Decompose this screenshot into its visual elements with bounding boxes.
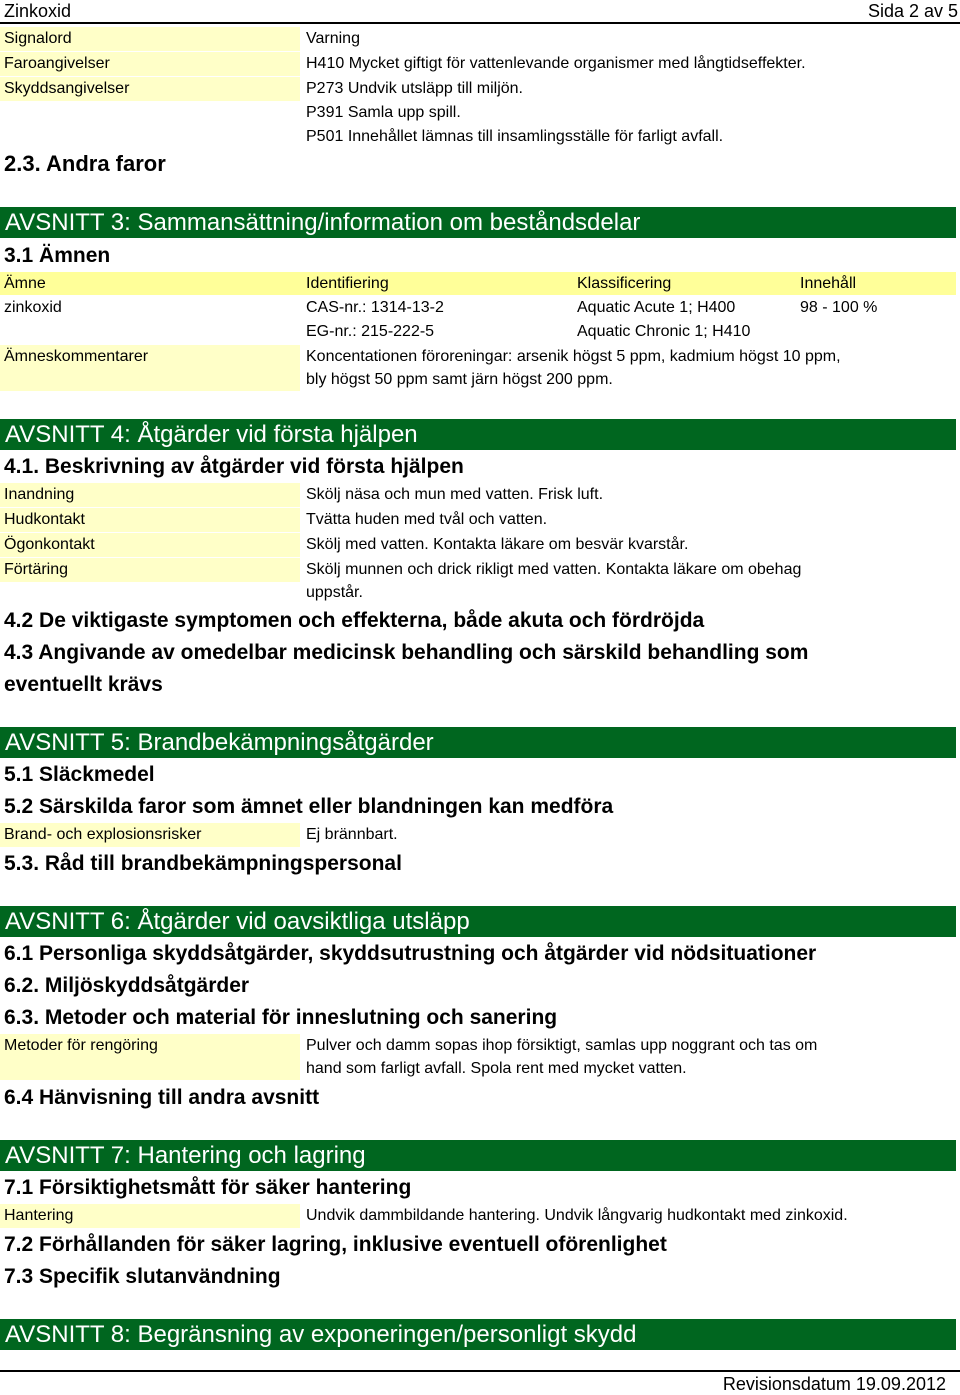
value-skydd-p391: P391 Samla upp spill.	[306, 104, 461, 121]
section-7-heading: AVSNITT 7: Hantering och lagring	[0, 1140, 956, 1171]
section-5-heading: AVSNITT 5: Brandbekämpningsåtgärder	[0, 727, 956, 758]
table-cell-content: 98 - 100 %	[800, 299, 878, 316]
value-ogonkontakt: Skölj med vatten. Kontakta läkare om besvär kvarstår.	[306, 536, 689, 553]
subheading-andra-faror: 2.3. Andra faror	[4, 151, 166, 176]
value-hudkontakt: Tvätta huden med tvål och vatten.	[306, 511, 548, 528]
section-3-heading: AVSNITT 3: Sammansättning/information om beståndsdelar	[0, 207, 956, 238]
header-divider	[0, 22, 960, 24]
subheading-6-4: 6.4 Hänvisning till andra avsnitt	[4, 1086, 320, 1109]
page-number: Sida 2 av 5	[867, 1, 958, 21]
subheading-5-1: 5.1 Släckmedel	[4, 763, 155, 786]
value-metoder-line1: Pulver och damm sopas ihop försiktigt, samlas upp noggrant och tas om	[306, 1037, 818, 1054]
value-signalord: Varning	[306, 30, 360, 47]
section-4-heading: AVSNITT 4: Åtgärder vid första hjälpen	[0, 419, 956, 450]
subheading-4-3-line2: eventuellt krävs	[4, 673, 163, 696]
value-metoder-line2: hand som farligt avfall. Spola rent med mycket vatten.	[306, 1060, 687, 1077]
page-header	[0, 0, 960, 24]
label-hantering: Hantering	[0, 1204, 300, 1228]
subheading-7-1: 7.1 Försiktighetsmått för säker hantering	[4, 1176, 412, 1199]
subheading-5-2: 5.2 Särskilda faror som ämnet eller blandningen kan medföra	[4, 795, 614, 818]
table-cell-eg: EG-nr.: 215-222-5	[306, 323, 435, 340]
label-fortaring: Förtäring	[0, 558, 300, 582]
label-skyddsangivelser: Skyddsangivelser	[0, 77, 300, 101]
subheading-6-1: 6.1 Personliga skyddsåtgärder, skyddsutrustning och åtgärder vid nödsituationer	[4, 942, 817, 965]
subheading-7-2: 7.2 Förhållanden för säker lagring, inklusive eventuell oförenlighet	[4, 1233, 667, 1256]
value-comment-line1: Koncentationen föroreningar: arsenik högst 5 ppm, kadmium högst 10 ppm,	[306, 348, 841, 365]
value-skydd-p501: P501 Innehållet lämnas till insamlingsställe för farligt avfall.	[306, 128, 724, 145]
value-inandning: Skölj näsa och mun med vatten. Frisk luft.	[306, 486, 604, 503]
label-ogonkontakt: Ögonkontakt	[0, 533, 300, 557]
section-6-heading: AVSNITT 6: Åtgärder vid oavsiktliga utsläpp	[0, 906, 956, 937]
value-faroangivelser: H410 Mycket giftigt för vattenlevande organismer med långtidseffekter.	[306, 55, 806, 72]
revision-date: Revisionsdatum 19.09.2012	[722, 1374, 946, 1394]
table-header-row	[0, 272, 956, 295]
label-faroangivelser: Faroangivelser	[0, 52, 300, 76]
subheading-4-2: 4.2 De viktigaste symptomen och effekterna, både akuta och fördröjda	[4, 609, 705, 632]
label-inandning: Inandning	[0, 483, 300, 507]
value-hantering: Undvik dammbildande hantering. Undvik långvarig hudkontakt med zinkoxid.	[306, 1207, 848, 1224]
table-cell-class-chronic: Aquatic Chronic 1; H410	[577, 323, 751, 340]
table-cell-cas: CAS-nr.: 1314-13-2	[306, 299, 444, 316]
table-header-identifiering: Identifiering	[306, 272, 389, 295]
table-cell-class-acute: Aquatic Acute 1; H400	[577, 299, 736, 316]
table-header-klassificering: Klassificering	[577, 272, 671, 295]
table-header-amne: Ämne	[4, 272, 46, 295]
value-fortaring: Skölj munnen och drick rikligt med vatten. Kontakta läkare om obehag	[306, 561, 802, 578]
label-brand-explosionsrisker: Brand- och explosionsrisker	[0, 823, 300, 847]
subheading-3-1: 3.1 Ämnen	[4, 244, 111, 267]
table-header-innehall: Innehåll	[800, 272, 856, 295]
value-fortaring-line2: uppstår.	[306, 584, 363, 601]
footer-divider	[0, 1370, 960, 1372]
document-title: Zinkoxid	[4, 1, 72, 21]
value-brand-explosionsrisker: Ej brännbart.	[306, 826, 398, 843]
subheading-6-3: 6.3. Metoder och material för inneslutning och sanering	[4, 1006, 558, 1029]
subheading-5-3: 5.3. Råd till brandbekämpningspersonal	[4, 852, 402, 875]
label-hudkontakt: Hudkontakt	[0, 508, 300, 532]
label-amneskommentarer: Ämneskommentarer	[0, 345, 300, 391]
value-skyddsangivelser: P273 Undvik utsläpp till miljön.	[306, 80, 523, 97]
section-8-heading: AVSNITT 8: Begränsning av exponeringen/personligt skydd	[0, 1319, 956, 1350]
subheading-4-1: 4.1. Beskrivning av åtgärder vid första hjälpen	[4, 455, 464, 478]
value-comment-line2: bly högst 50 ppm samt järn högst 200 ppm.	[306, 371, 613, 388]
subheading-7-3: 7.3 Specifik slutanvändning	[4, 1265, 281, 1288]
subheading-6-2: 6.2. Miljöskyddsåtgärder	[4, 974, 250, 997]
subheading-4-3-line1: 4.3 Angivande av omedelbar medicinsk behandling och särskild behandling som	[4, 641, 809, 664]
table-cell-substance: zinkoxid	[4, 299, 62, 316]
label-signalord: Signalord	[0, 27, 300, 51]
label-metoder-rengoring: Metoder för rengöring	[0, 1034, 300, 1080]
